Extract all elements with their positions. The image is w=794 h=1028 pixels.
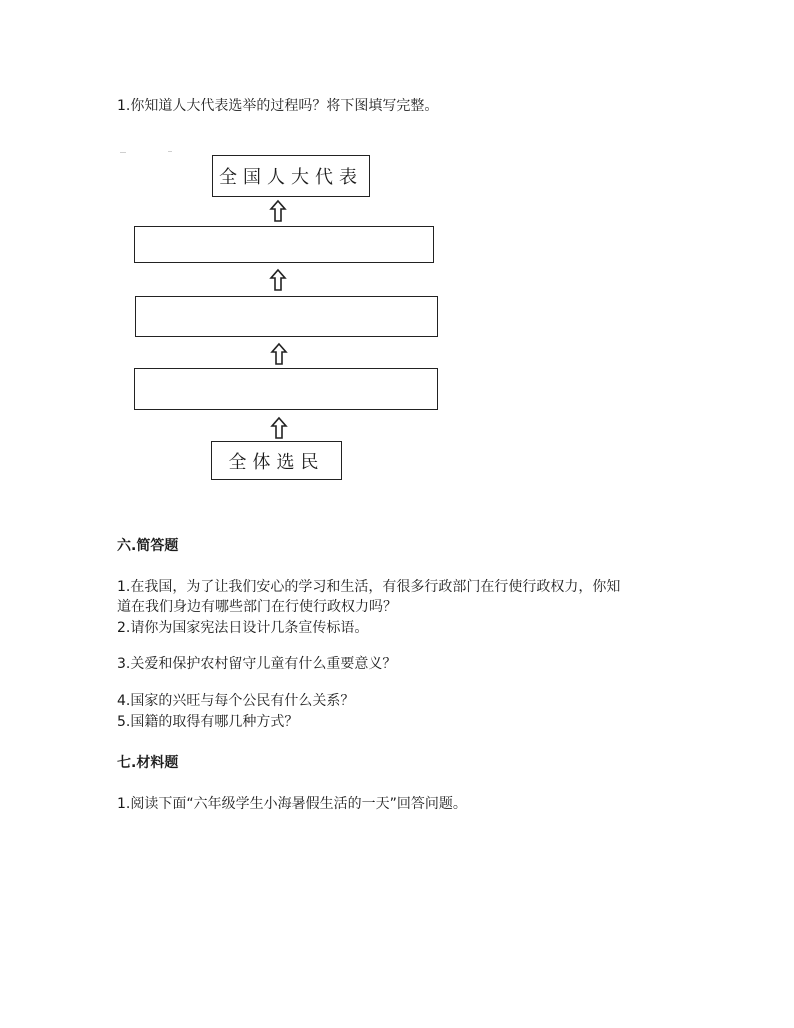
- section-6-q1-line1: 1.在我国，为了让我们安心的学习和生活，有很多行政部门在行使行政权力，你知: [117, 579, 621, 595]
- top-box-national-deputies: 全国人大代表: [212, 155, 370, 197]
- up-arrow-icon: [269, 416, 289, 440]
- section-6-title: 六.简答题: [117, 538, 179, 554]
- section-6-q5: 5.国籍的取得有哪几种方式？: [117, 714, 299, 730]
- section-7-q1: 1.阅读下面“六年级学生小海暑假生活的一天”回答问题。: [117, 796, 467, 812]
- up-arrow-icon: [268, 268, 288, 292]
- scan-speck: [168, 151, 172, 152]
- up-arrow-icon: [269, 342, 289, 366]
- blank-box-2[interactable]: [135, 296, 438, 337]
- section-6-q1-line2: 道在我们身边有哪些部门在行使行政权力吗？: [117, 599, 397, 615]
- section-6-q4: 4.国家的兴旺与每个公民有什么关系？: [117, 693, 355, 709]
- blank-box-1[interactable]: [134, 226, 434, 263]
- scan-speck: [120, 152, 126, 153]
- question-1: 1.你知道人大代表选举的过程吗？将下图填写完整。: [117, 98, 439, 114]
- up-arrow-icon: [268, 199, 288, 223]
- bottom-box-all-voters: 全体选民: [211, 441, 342, 480]
- section-6-q3: 3.关爱和保护农村留守儿童有什么重要意义？: [117, 656, 397, 672]
- section-6-q2: 2.请你为国家宪法日设计几条宣传标语。: [117, 620, 369, 636]
- section-7-title: 七.材料题: [117, 755, 179, 771]
- blank-box-3[interactable]: [134, 368, 438, 410]
